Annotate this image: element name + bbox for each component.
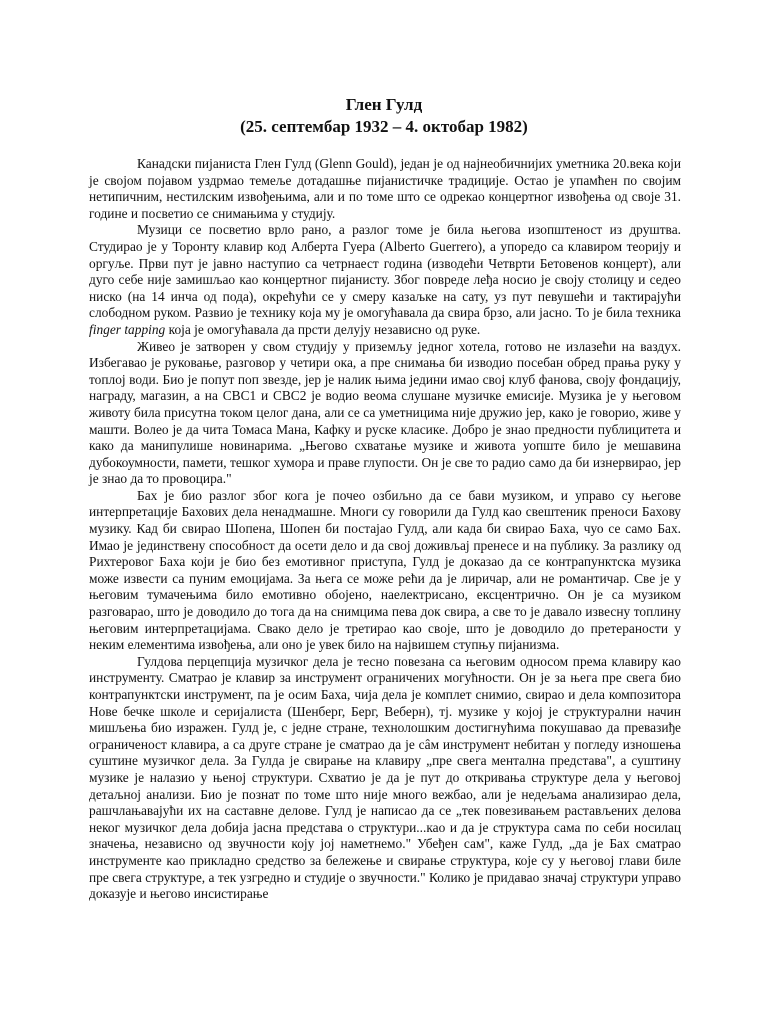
italic-term: finger tapping bbox=[89, 321, 166, 337]
paragraph-text: Живео је затворен у свом студију у приземљу једног хотела, готово не излазећи на ваздух. Избегавао је руковање, разговор у четири ока, а пре снимања би изводио посебан обред прања руку у топлој води. Био је попут поп звезде, јер је налик њима једини имао свој клуб фанова, своју фондацију, награду, магазин, а на CBC1 и CBC2 је водио веома слушане музичке емисије. Музика је у његовом животу била присутна током целог дана, али се са уметницима није дружио јер, како је говорио, живе у машти. Волео је да чита Томаса Мана, Кафку и руске класике. Добро је знао предности публицитета и како да манипулише новинарима. „Његово схватање музике и живота уопште било је мешавина дубокоумности, памети, тешког хумора и праве глупости. Он је све то радио само да би изнервирао, јер је знао да то провоцира." bbox=[89, 338, 681, 487]
document-subtitle: (25. септембар 1932 – 4. октобар 1982) bbox=[240, 117, 528, 136]
paragraph bbox=[89, 222, 681, 338]
title-block bbox=[0, 94, 768, 138]
paragraph bbox=[89, 488, 681, 654]
paragraph bbox=[89, 156, 681, 222]
document-title: Глен Гулд bbox=[345, 95, 423, 114]
paragraph bbox=[89, 654, 681, 903]
paragraph bbox=[89, 339, 681, 488]
paragraph-text: Канадски пијаниста Глен Гулд (Glenn Gould), један је од најнеобичнијих уметника 20.века који је својом појавом уздрмао темеље дотадашње пијанистичке традиције. Остао је упамћен по својим нетипичним, нестилским извођењима, али и по томе што се одрекао концертног извођења од своје 31. године и посветио се снимањима у студију. bbox=[89, 156, 681, 221]
paragraph-text: Музици се посветио врло рано, а разлог томе је била његова изопштеност из друштва. Студирао је у Торонту клавир код Алберта Гуера (Alberto Guerrero), а упоредо са клавиром теорију и оргуље. Први пут је јавно наступио са четрнаест година (изводећи Четврти Бетовенов концерт), али дуго себе није замишљао као концертног пијанисту. Због повреде леђа носио је своју столицу и седео ниско (на 14 инча од пода), окрећући се у смеру казаљке на сату, уз пут певушећи и тактирајући слободном руком. Развио је технику која му је омогућавала да свира брзо, али јасно. То је била техника bbox=[89, 222, 681, 321]
paragraph-text: Бах је био разлог због кога је почео озбиљно да се бави музиком, и управо су његове интерпретације Бахових дела ненадмашне. Многи су говорили да Гулд као свештеник преноси Бахову музику. Кад би свирао Шопена, Шопен би постајао Гулд, али када би свирао Баха, чуо се само Бах. Имао је јединствену способност да осети дело и да свој доживљај пренесе и на публику. За разлику од Рихтеровог Баха који је био без емотивног приступа, Гулд је доказао да се контрапунктска музика може извести са пуним емоцијама. За њега се може рећи да је лиричар, али не романтичар. Све је у његовим тумачењима било емотивно обојено, наелектрисано, ексцентрично. Он је са музиком разговарао, што је доводило до тога да на снимцима пева док свира, а све то је давало извесну топлину његовим интерпретацијама. Свако дело је третирао као своје, што је доводило до претераности у неким елементима извођења, али оно је увек било на највишем ступњу пијанизма. bbox=[89, 487, 681, 653]
paragraph-text-end: која је омогућавала да прсти делују независно од руке. bbox=[165, 321, 481, 337]
paragraph-text: Гулдова перцепција музичког дела је тесно повезана са његовим односом према клавиру као инструменту. Сматрао је клавир за инструмент ограничених могућности. Он је за њега пре свега био контрапунктски инструмент, па је осим Баха, чија дела је комплет снимио, свирао и дела композитора Нове бечке школе и серијалиста (Шенберг, Берг, Веберн), тј. музике у којој је структурални начин мишљења био изражен. Гулд је, с једне стране, технолошким достигнућима покушавао да превазиђе ограниченост клавира, а са друге стране је сматрао да је сâм инструмент небитан у погледу изношења суштине музичког дела. За Гулда је свирање на клавиру „пре свега ментална представа", а суштину музике је налазио у њеној структури. Схватио је да је пут до откривања структуре дела у његовој детаљној анализи. Био је познат по томе што није много вежбао, али је недељама анализирао дела, рашчлањавајући их на саставне делове. Гулд је написао да се „тек повезивањем растављених делова неког музичког дела добија јасна представа о структури...као и да је структура сама по себи носилац значења, независно од звучности коју јој наметнемо." Убеђен сам", каже Гулд, „да је Бах сматрао инструменте као прикладно средство за бележење и свирање структура, које су у његовој глави биле пре свега структуре, а тек узгредно и студије о звучности." Колико је придавао значај структури управо доказује и његово инсистирање bbox=[89, 653, 681, 902]
document-body bbox=[89, 156, 681, 903]
